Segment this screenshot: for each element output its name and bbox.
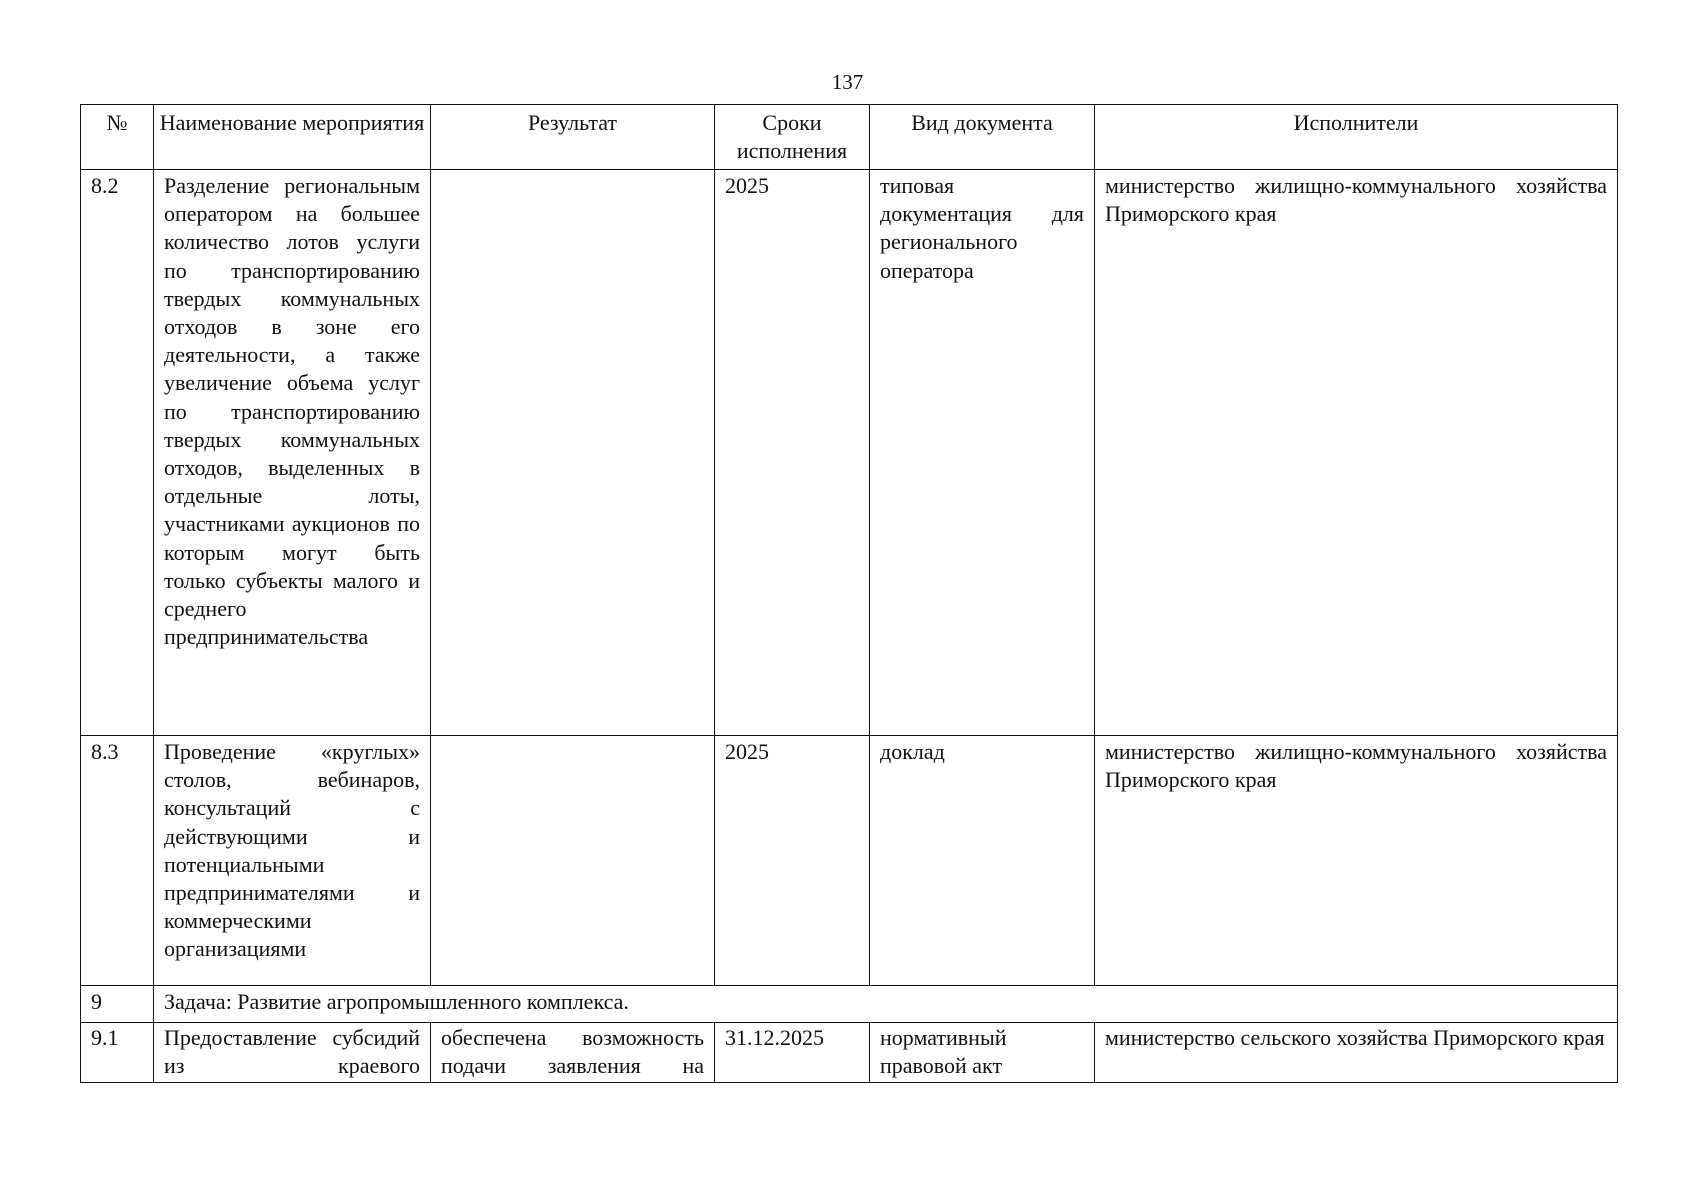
- header-num: №: [81, 105, 154, 170]
- cell-executors: министерство жилищно-коммунального хозяйства Приморского края: [1095, 736, 1618, 986]
- cell-result: [431, 170, 715, 736]
- header-name: Наименование мероприятия: [154, 105, 431, 170]
- cell-executors: министерство жилищно-коммунального хозяйства Приморского края: [1095, 170, 1618, 736]
- cell-name-text: Предоставление субсидий из краевого: [164, 1025, 420, 1078]
- cell-name: [154, 1023, 431, 1083]
- header-term: Сроки исполнения: [715, 105, 870, 170]
- page-number: 137: [831, 70, 864, 94]
- cell-doc: доклад: [870, 736, 1095, 986]
- cell-term: 31.12.2025: [715, 1023, 870, 1083]
- cell-num: 9.1: [81, 1023, 154, 1083]
- cell-task: Задача: Развитие агропромышленного комплекса.: [154, 986, 1618, 1023]
- cell-doc: нормативный правовой акт: [870, 1023, 1095, 1083]
- header-doc: Вид документа: [870, 105, 1095, 170]
- cell-doc: типовая документация для регионального оператора: [870, 170, 1095, 736]
- table-row-8-3: [81, 736, 1618, 986]
- table-row-8-2: [81, 170, 1618, 736]
- activities-table: [80, 104, 1618, 1083]
- cell-result: [431, 736, 715, 986]
- cell-result: [431, 1023, 715, 1083]
- cell-name: Проведение «круглых» столов, вебинаров, консультаций с действующими и потенциальными предпринимателями и коммерческими организациями: [154, 736, 431, 986]
- cell-term: 2025: [715, 170, 870, 736]
- cell-num: 8.3: [81, 736, 154, 986]
- table-row-9: [81, 986, 1618, 1023]
- cell-result-text: обеспечена возможность подачи заявления на: [441, 1025, 704, 1078]
- header-executors: Исполнители: [1095, 105, 1618, 170]
- cell-num: 9: [81, 986, 154, 1023]
- header-result: Результат: [431, 105, 715, 170]
- cell-num: 8.2: [81, 170, 154, 736]
- table-row-9-1: [81, 1023, 1618, 1083]
- cell-name: Разделение региональным оператором на большее количество лотов услуги по транспортированию твердых коммунальных отходов в зоне его деятельности, а также увеличение объема услуг по транспортированию твердых коммунальных отходов, выделенных в отдельные лоты, участниками аукционов по которым могут быть только субъекты малого и среднего предпринимательства: [154, 170, 431, 736]
- cell-executors: министерство сельского хозяйства Приморского края: [1095, 1023, 1618, 1083]
- cell-term: 2025: [715, 736, 870, 986]
- table-header-row: [81, 105, 1618, 170]
